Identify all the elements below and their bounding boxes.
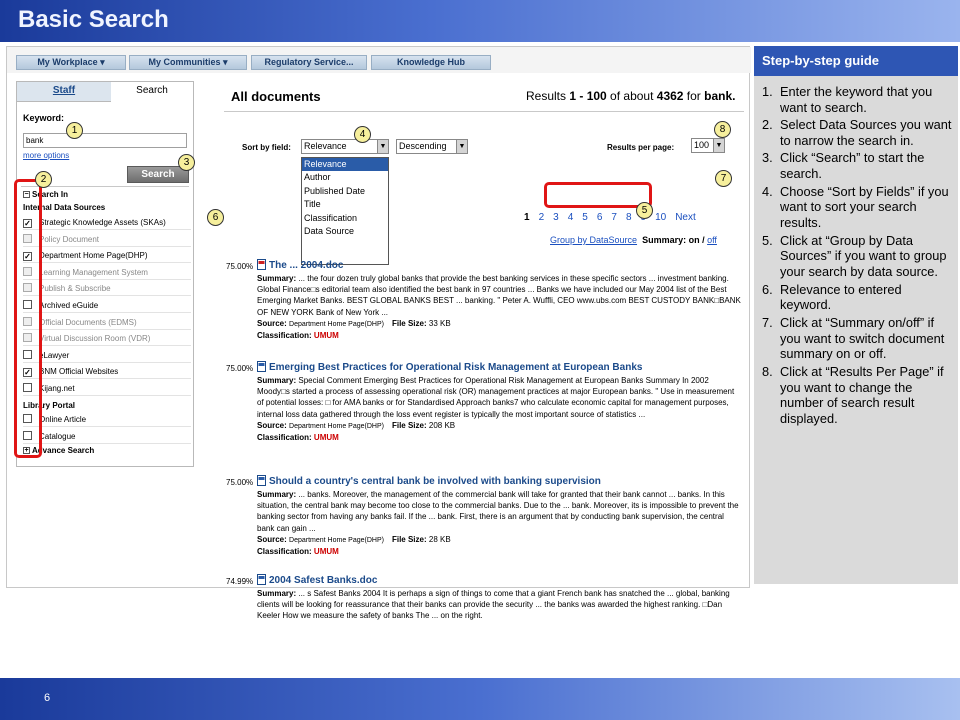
- source-value: Department Home Page(DHP): [289, 422, 384, 430]
- search-panel: [16, 81, 194, 467]
- nav-my-communities[interactable]: My Communities ▾: [129, 55, 247, 70]
- step-text: Select Data Sources you want to narrow the search in.: [780, 117, 952, 148]
- page-link[interactable]: 7: [611, 212, 617, 223]
- result-title-link[interactable]: [257, 574, 377, 586]
- result-title[interactable]: Emerging Best Practices for Operational Risk Management at European Banks: [269, 362, 643, 373]
- summary-text: ... the four dozen truly global banks that provide the best banking services in these specific sectors ... investment banking. Global Finance□s editorial team also identified the best bank in 97 countries ... Banks we have included our May 2004 list of the Best Emerging Market Banks. BEST GLOBAL BANKS BEST ... banking. " Peter A. Wuffli, CEO www.ubs.com BEST CUSTODY BANK□BANK OF NEW YORK Bank of New York ...: [257, 274, 741, 317]
- summary-label: Summary:: [257, 274, 297, 283]
- library-source-item[interactable]: [23, 430, 191, 444]
- data-source-label: Virtual Discussion Room (VDR): [39, 334, 151, 344]
- source-value: Department Home Page(DHP): [289, 536, 384, 544]
- data-source-label: Archived eGuide: [39, 301, 99, 310]
- relevance-score: 75.00%: [226, 364, 254, 373]
- relevance-score: 74.99%: [226, 577, 254, 586]
- result-body: [257, 375, 742, 443]
- step-text: Click at “Results Per Page” if you want to change the number of search result displayed.: [780, 363, 944, 427]
- data-source-item[interactable]: [23, 316, 191, 330]
- data-source-label: Department Home Page(DHP): [39, 251, 148, 261]
- classification-label: Classification:: [257, 547, 312, 557]
- source-label: Source:: [257, 318, 287, 328]
- summary-text: ... banks. Moreover, the management of the commercial bank will take for granted that their bank cannot ... banks. In this situation, the central bank may become too close to the commercial banks. Due to the ... bank. Moreover, its is impossible to prevent the banking sector from having any banks fail. If the ... bank. First, there is an argument that by conducting bank supervision, the central bank can gain ...: [257, 490, 739, 533]
- guide-step: [762, 282, 952, 314]
- summary-toggle-row: Group by DataSource Summary: on / off: [550, 235, 717, 245]
- guide-steps: [754, 76, 958, 584]
- step-text: Click at “Group by Data Sources” if you want to group your search by data source.: [780, 232, 947, 280]
- data-source-item[interactable]: [23, 216, 191, 230]
- sort-option[interactable]: Published Date: [304, 185, 366, 196]
- data-source-label: Learning Management System: [39, 267, 148, 277]
- step-number: 2.: [762, 117, 773, 133]
- source-label: Source:: [257, 420, 287, 430]
- page-link[interactable]: 6: [596, 212, 603, 223]
- library-portal-label: Library Portal: [23, 401, 76, 410]
- step-text: Click “Search” to start the search.: [780, 150, 925, 182]
- guide-step: [762, 315, 952, 362]
- checkbox[interactable]: ✓: [24, 252, 31, 262]
- sort-option[interactable]: Author: [304, 172, 331, 183]
- checkbox[interactable]: ✓: [24, 368, 31, 378]
- step-number: 8.: [762, 363, 773, 379]
- guide-step: [762, 184, 952, 231]
- classification-label: Classification:: [257, 433, 312, 443]
- page-link: 1: [524, 212, 530, 223]
- annotation-badge: 2: [35, 171, 52, 188]
- data-source-label: Strategic Knowledge Assets (SKAs): [39, 218, 166, 227]
- data-source-item[interactable]: [23, 266, 191, 280]
- guide-step: [762, 117, 952, 149]
- page-link[interactable]: 2: [538, 212, 545, 223]
- file-size-value: 33 KB: [428, 318, 451, 328]
- library-source-item[interactable]: [23, 413, 191, 427]
- slide-header: [0, 0, 960, 42]
- more-options-link[interactable]: more options: [23, 151, 70, 160]
- file-size-value: 28 KB: [428, 534, 451, 544]
- step-number: 1.: [762, 84, 773, 99]
- page-link[interactable]: 4: [567, 212, 574, 223]
- document-icon: [257, 361, 266, 372]
- annotation-badge: 6: [207, 209, 224, 226]
- step-number: 4.: [762, 183, 773, 199]
- slide-title: Basic Search: [18, 6, 169, 33]
- classification-label: Classification:: [257, 331, 312, 341]
- search-button[interactable]: Search: [127, 166, 189, 183]
- data-source-item[interactable]: [23, 349, 191, 363]
- summary-text: Special Comment Emerging Best Practices for Operational Risk Management at European Banks Summary In 2002 Moody□s started a process of assessing operational risk (OR) management practices at major European banks. " Use in measurement of potential losses: □ for AMA banks or for Standardised Approach banks7 who calculate economic capital for management purposes, internal loss data gathered through the loss event register is typically the most important source of statistics ...: [257, 376, 735, 419]
- results-heading: All documents: [231, 89, 321, 104]
- expand-icon[interactable]: +: [24, 447, 29, 455]
- nav-regulatory-service[interactable]: Regulatory Service...: [251, 55, 367, 70]
- advance-search-header[interactable]: + Advance Search: [24, 446, 95, 455]
- step-number: 7.: [762, 314, 773, 330]
- page-link[interactable]: 10: [655, 212, 667, 223]
- nav-my-workplace[interactable]: My Workplace ▾: [16, 55, 126, 70]
- collapse-icon[interactable]: −: [24, 191, 29, 199]
- sort-order-select[interactable]: Descending ▼: [396, 139, 468, 154]
- results-count: Results 1 - 100 of about 4362 for bank.: [526, 89, 736, 103]
- highlight-data-sources: [14, 179, 42, 458]
- next-page-link[interactable]: Next: [675, 212, 696, 223]
- annotation-badge: 1: [66, 122, 83, 139]
- file-size-label: File Size:: [391, 420, 427, 430]
- step-text: Relevance to entered keyword.: [780, 281, 902, 313]
- search-in-header[interactable]: − Search In: [24, 190, 69, 199]
- data-source-item[interactable]: [23, 332, 191, 346]
- annotation-badge: 7: [715, 170, 732, 187]
- data-source-label: Publish & Subscribe: [39, 284, 111, 294]
- annotation-badge: 4: [354, 126, 371, 143]
- data-source-item[interactable]: [23, 233, 191, 247]
- step-text: Click at “Summary on/off” if you want to switch document summary on or off.: [780, 314, 945, 362]
- file-size-label: File Size:: [391, 318, 427, 328]
- data-source-item[interactable]: [23, 382, 191, 396]
- result-body: [257, 588, 742, 622]
- guide-title: Step-by-step guide: [754, 46, 958, 76]
- sort-option[interactable]: Classification: [304, 212, 358, 223]
- summary-label: Summary:: [257, 376, 297, 385]
- summary-off-link[interactable]: off: [707, 235, 717, 245]
- data-source-item[interactable]: [23, 299, 191, 313]
- result-title[interactable]: The ... 2004.doc: [269, 260, 344, 271]
- step-text: Enter the keyword that you want to search.: [780, 84, 933, 115]
- source-label: Source:: [257, 534, 287, 544]
- data-source-item[interactable]: [23, 365, 191, 379]
- classification-value: UMUM: [313, 547, 339, 557]
- library-source-label: Online Article: [39, 415, 87, 424]
- document-icon: [257, 259, 266, 270]
- data-source-label: Policy Document: [39, 234, 100, 244]
- sort-field-dropdown[interactable]: [301, 157, 389, 265]
- checkbox[interactable]: ✓: [24, 219, 31, 228]
- divider: [224, 111, 744, 112]
- data-source-label: Official Documents (EDMS): [39, 317, 137, 327]
- dropdown-arrow-icon[interactable]: ▼: [377, 140, 388, 153]
- result-title[interactable]: Should a country's central bank be involved with banking supervision: [269, 476, 601, 487]
- library-source-label: Catalogue: [39, 431, 76, 441]
- annotation-badge: 8: [714, 121, 731, 138]
- page-link[interactable]: 3: [553, 212, 559, 223]
- guide-step: [762, 84, 952, 116]
- page-link[interactable]: 5: [582, 212, 588, 223]
- step-number: 3.: [762, 150, 773, 166]
- results-per-page-select[interactable]: 100 ▼: [691, 138, 725, 153]
- keyword-input[interactable]: [23, 133, 187, 148]
- data-source-label: BNM Official Websites: [39, 367, 119, 377]
- data-source-item[interactable]: [23, 249, 191, 263]
- sort-by-label: Sort by field:: [242, 143, 291, 152]
- results-per-page-label: Results per page:: [607, 143, 675, 152]
- sort-option[interactable]: Data Source: [304, 225, 355, 236]
- sort-field-select[interactable]: Relevance ▼: [301, 139, 389, 154]
- file-size-value: 208 KB: [428, 420, 456, 430]
- document-icon: [257, 574, 266, 585]
- top-navigation: [7, 47, 751, 73]
- result-body: [257, 273, 742, 341]
- annotation-badge: 5: [636, 202, 653, 219]
- step-number: 5.: [762, 232, 773, 248]
- data-source-label: eLawyer: [39, 350, 70, 360]
- group-by-datasource-link[interactable]: Group by DataSource: [550, 235, 638, 245]
- portal-screenshot: [6, 46, 750, 621]
- sort-option[interactable]: Relevance: [302, 158, 388, 171]
- result-title[interactable]: 2004 Safest Banks.doc: [269, 575, 378, 586]
- tab-staff[interactable]: Staff: [17, 82, 111, 102]
- dropdown-arrow-icon[interactable]: ▼: [713, 139, 724, 152]
- relevance-score: 75.00%: [226, 262, 254, 271]
- classification-value: UMUM: [313, 331, 339, 341]
- relevance-score: 75.00%: [226, 478, 254, 487]
- pagination: [524, 212, 705, 223]
- page-link[interactable]: 8: [625, 212, 632, 223]
- internal-data-sources-label: Internal Data Sources: [23, 203, 106, 212]
- sort-option[interactable]: Title: [304, 199, 321, 210]
- step-text: Choose “Sort by Fields” if you want to sort your search results.: [780, 183, 949, 231]
- annotation-badge: 3: [178, 154, 195, 171]
- nav-knowledge-hub[interactable]: Knowledge Hub: [371, 55, 491, 70]
- summary-label: Summary:: [257, 589, 297, 598]
- dropdown-arrow-icon[interactable]: ▼: [456, 140, 467, 153]
- data-source-label: Kijang.net: [39, 384, 75, 393]
- document-icon: [257, 475, 266, 486]
- data-source-item[interactable]: [23, 282, 191, 296]
- result-body: [257, 489, 742, 557]
- result-title-link[interactable]: [257, 475, 601, 487]
- guide-step: [762, 150, 952, 182]
- summary-text: ... s Safest Banks 2004 It is perhaps a sign of things to come that a giant French bank has snatched the ... global, banking clients will be looking for reassurance that their banks can provide the security ... the banks was awarded the highest ranking. □Dan Keeler How we measure the safety of banks The ... on the right.: [257, 589, 730, 621]
- guide-step: [762, 364, 952, 427]
- classification-value: UMUM: [313, 433, 339, 443]
- file-size-label: File Size:: [391, 534, 427, 544]
- summary-label: Summary:: [257, 490, 297, 499]
- source-value: Department Home Page(DHP): [289, 320, 384, 328]
- highlight-group-by: [544, 182, 652, 208]
- result-title-link[interactable]: [257, 259, 343, 271]
- result-title-link[interactable]: [257, 361, 642, 373]
- guide-step: [762, 233, 952, 280]
- slide-footer: [0, 678, 960, 720]
- page-number: 6: [44, 692, 51, 704]
- step-number: 6.: [762, 281, 773, 297]
- keyword-label: Keyword:: [23, 113, 65, 123]
- tab-search[interactable]: Search: [111, 82, 193, 102]
